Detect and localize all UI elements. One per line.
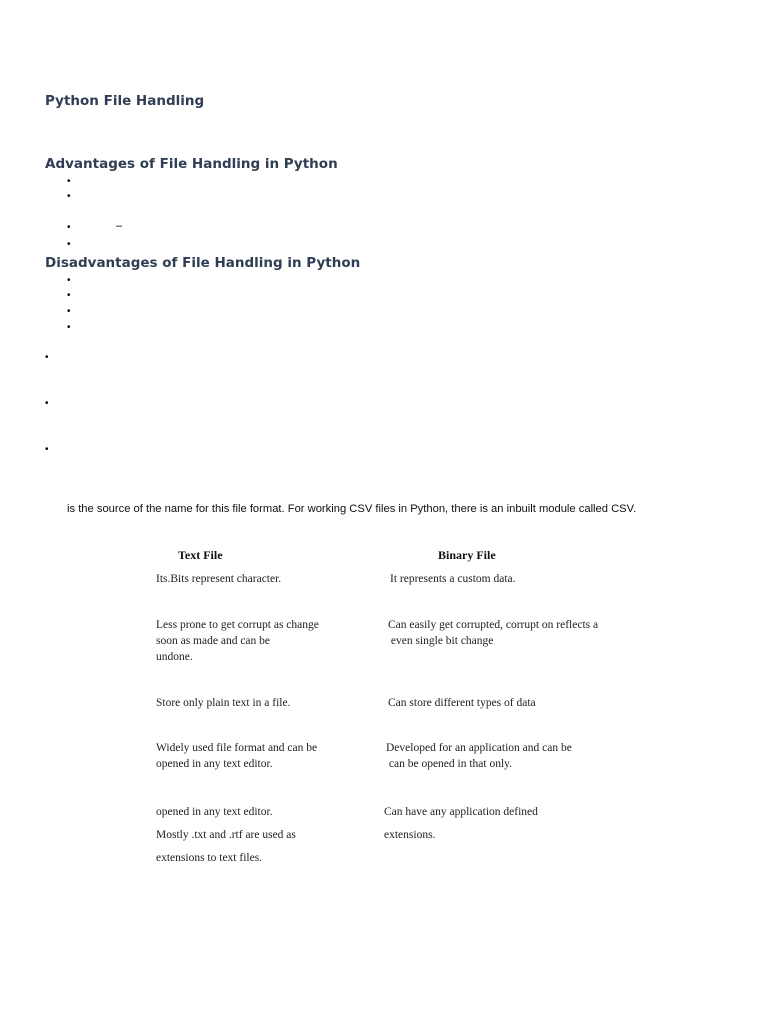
list-bullet: • — [45, 444, 49, 455]
text-file-cell: Its.Bits represent character. — [156, 573, 282, 585]
advantage-dash: – — [116, 220, 123, 232]
advantage-bullet: • — [67, 191, 71, 202]
binary-file-cell: Can have any application defined — [384, 806, 538, 818]
header-text-file: Text File — [178, 548, 223, 562]
text-file-cell: extensions to text files. — [156, 852, 263, 864]
text-file-cell: Store only plain text in a file. — [156, 697, 291, 709]
disadvantage-bullet: • — [67, 306, 71, 317]
advantage-bullet: • — [67, 222, 71, 233]
binary-file-cell: Can store different types of data — [388, 697, 536, 709]
advantage-bullet: • — [67, 176, 71, 187]
text-file-cell: Mostly .txt and .rtf are used as — [156, 829, 296, 841]
csv-description: is the source of the name for this file format. For working CSV files in Python, there is an inbuilt module called CSV. — [67, 503, 637, 515]
page-title: Python File Handling — [45, 93, 205, 109]
disadvantages-heading: Disadvantages of File Handling in Python — [45, 255, 361, 271]
list-bullet: • — [45, 398, 49, 409]
binary-file-cell: extensions. — [384, 829, 436, 841]
text-file-cell: opened in any text editor. — [156, 806, 273, 818]
disadvantage-bullet: • — [67, 290, 71, 301]
advantage-bullet: • — [67, 239, 71, 250]
list-bullet: • — [45, 352, 49, 363]
disadvantage-bullet: • — [67, 275, 71, 286]
text-file-cell: Widely used file format and can be opened in any text editor. — [156, 742, 318, 770]
disadvantage-bullet: • — [67, 322, 71, 333]
binary-file-cell: Developed for an application and can be can be opened in that only. — [386, 742, 572, 770]
binary-file-cell: Can easily get corrupted, corrupt on reflects a even single bit change — [388, 619, 599, 647]
text-file-cell: Less prone to get corrupt as change soon as made and can be undone. — [156, 619, 319, 663]
header-binary-file: Binary File — [438, 548, 496, 562]
advantages-heading: Advantages of File Handling in Python — [45, 156, 338, 172]
binary-file-cell: It represents a custom data. — [390, 573, 516, 585]
